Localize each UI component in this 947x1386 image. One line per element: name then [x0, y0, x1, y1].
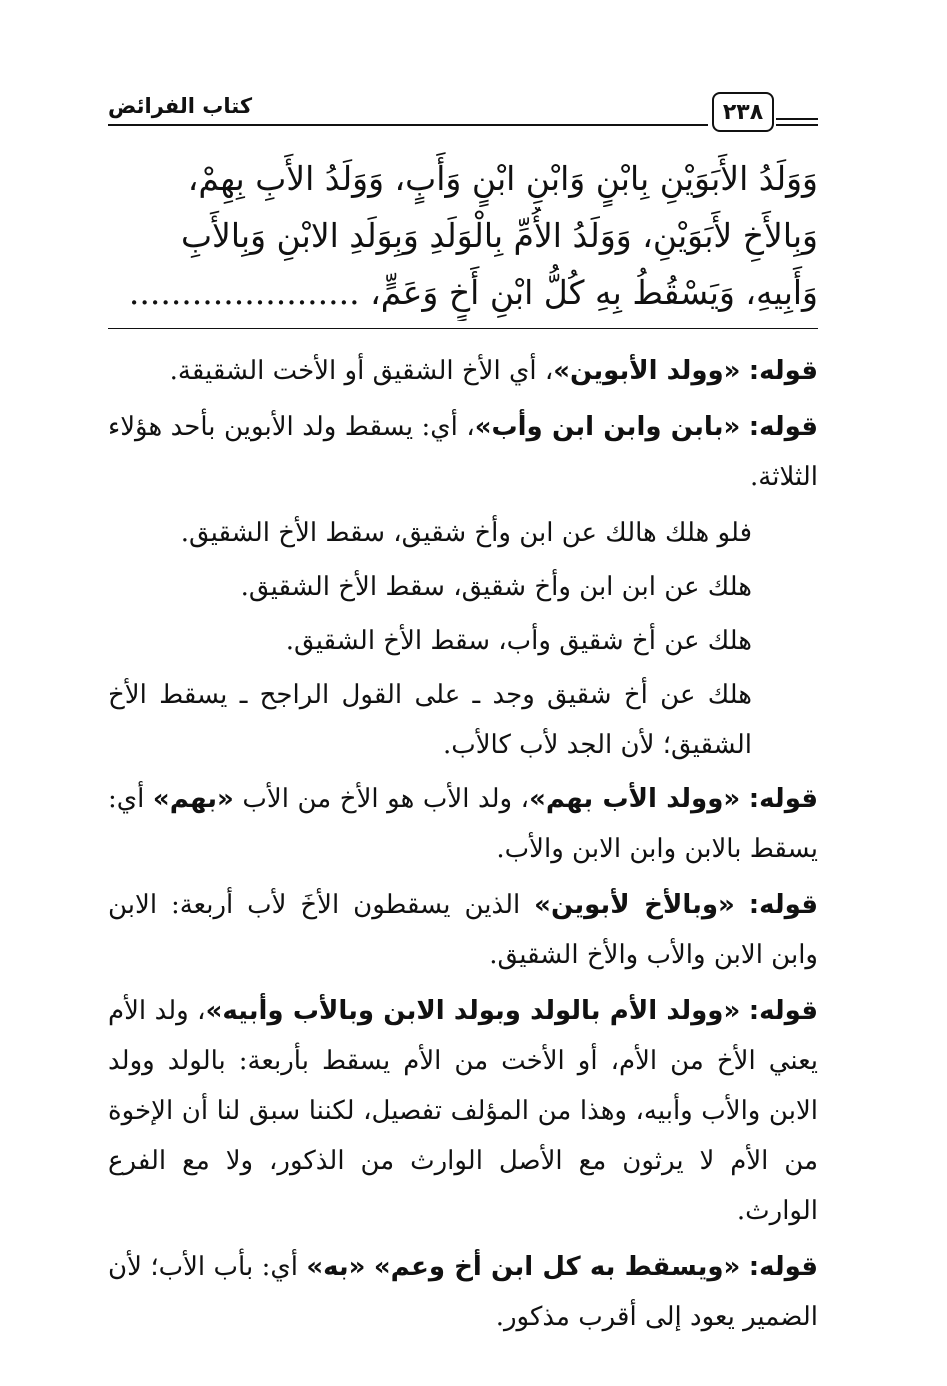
commentary — [108, 346, 818, 1348]
example-line: هلك عن أخ شقيق وجد ـ على القول الراجح ـ يسقط الأخ الشقيق؛ لأن الجد لأب كالأب. — [108, 680, 752, 760]
page-header — [108, 92, 818, 136]
matn-text — [108, 150, 818, 321]
quoted-matn: «وولد الأب بهم» — [529, 784, 741, 814]
example-line: هلك عن أخ شقيق وأب، سقط الأخ الشقيق. — [285, 626, 752, 656]
paragraph-text-secondary: أي: يسقط بالابن وابن الابن والأب. — [108, 784, 818, 864]
commentary-paragraph — [108, 880, 818, 980]
commentary-paragraph — [108, 346, 818, 396]
quoted-matn-secondary: «بهم» — [152, 784, 234, 814]
header-rule-right-bottom — [776, 124, 818, 126]
paragraph-text: ، ولد الأم يعني الأخ من الأم، أو الأخت من الأم يسقط بأربعة: بالولد وولد الابن والأب وأبيه، وهذا من المؤلف تفصيل، لكننا سبق لنا أن الإخوة من الأم لا يرثون مع الأصل الوارث من الذكور، ولا مع الفرع الوارث. — [108, 996, 818, 1226]
example-line: فلو هلك هالك عن ابن وأخ شقيق، سقط الأخ الشقيق. — [180, 518, 752, 548]
paragraph-text-secondary: أي: بأب الأب؛ لأن الضمير يعود إلى أقرب مذكور. — [108, 1252, 818, 1332]
quoted-matn: «وبالأخ لأبوين» — [534, 890, 735, 920]
commentary-paragraph — [108, 402, 818, 502]
commentary-paragraph — [108, 774, 818, 874]
qawluhu-label: قوله: — [748, 996, 818, 1026]
matn-line: وَوَلَدُ الأَبَوَيْنِ بِابْنٍ وَابْنِ ابْنٍ وَأَبٍ، وَوَلَدُ الأَبِ بِهِمْ، — [187, 159, 818, 198]
header-rule — [108, 124, 708, 126]
qawluhu-label: قوله: — [748, 890, 818, 920]
quoted-matn-secondary: «به» — [306, 1252, 366, 1282]
example-line: هلك عن ابن ابن وأخ شقيق، سقط الأخ الشقيق. — [240, 572, 752, 602]
qawluhu-label: قوله: — [748, 412, 818, 442]
header-rule-right-top — [776, 118, 818, 120]
page-number: ٢٣٨ — [712, 92, 774, 132]
commentary-paragraph — [108, 986, 818, 1236]
paragraph-text: ، ولد الأب هو الأخ من الأب — [242, 784, 530, 814]
quoted-matn: «وولد الأبوين» — [553, 356, 741, 386]
paragraph-text: ، أي: يسقط ولد الأبوين بأحد هؤلاء الثلاثة. — [108, 412, 818, 492]
paragraph-text — [365, 1252, 373, 1282]
quoted-matn: «ويسقط به كل ابن أخ وعم» — [373, 1252, 741, 1282]
qawluhu-label: قوله: — [748, 1252, 818, 1282]
qawluhu-label: قوله: — [748, 356, 818, 386]
matn-line: وَبِالأَخِ لأَبَوَيْنِ، وَوَلَدُ الأُمِّ بِالْوَلَدِ وَبِوَلَدِ الابْنِ وَبِالأَبِ — [180, 216, 818, 255]
book-title: كتاب الفرائض — [108, 94, 253, 118]
qawluhu-label: قوله: — [748, 784, 819, 814]
paragraph-text: ، أي الأخ الشقيق أو الأخت الشقيقة. — [169, 356, 554, 386]
commentary-paragraph — [108, 1242, 818, 1342]
matn-line: وَأَبِيهِ، وَيَسْقُطُ بِهِ كُلُّ ابْنِ أَخٍ وَعَمٍّ، ...................... — [128, 273, 818, 312]
quoted-matn: «بابن وابن ابن وأب» — [474, 412, 741, 442]
paragraph-text: الذين يسقطون الأخَ لأب أربعة: الابن وابن الابن والأب والأخ الشقيق. — [108, 890, 818, 970]
quoted-matn: «وولد الأم بالولد وبولد الابن وبالأب وأبيه» — [205, 996, 741, 1026]
matn-divider — [108, 328, 818, 329]
